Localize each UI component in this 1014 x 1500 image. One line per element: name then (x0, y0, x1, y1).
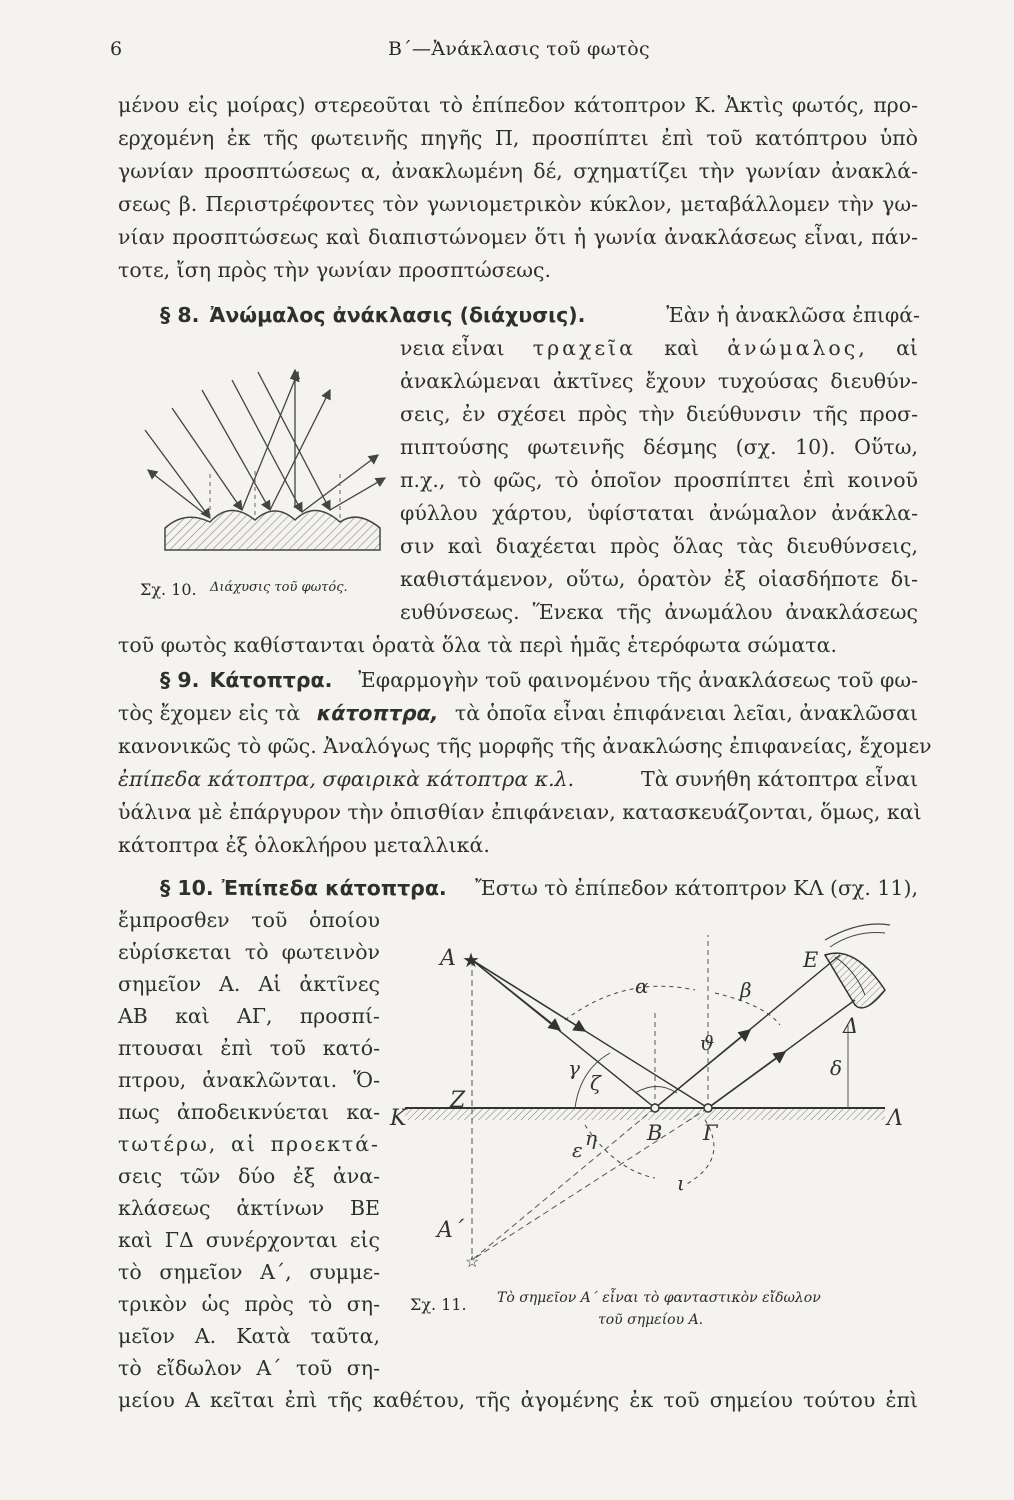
s9-l2-c: τὰ ὁποῖα εἶναι ἐπιφάνειαι λεῖαι, ἀνακλῶσαι (454, 701, 918, 725)
intro-line: ερχομένη ἐκ τῆς φωτεινῆς πηγῆς Π, προσπίπτει ἐπὶ τοῦ κατόπτρου ὑπὸ (118, 126, 918, 150)
s9-line-2 (118, 703, 918, 724)
label-theta: ϑ (700, 1031, 715, 1055)
s10-line: κλάσεως ἀκτίνων ΒΕ (118, 1196, 380, 1220)
s10-line: τὸ σημεῖον Α΄, συμμε- (118, 1260, 380, 1284)
incident-ray (145, 430, 210, 518)
s9-line: κανονικῶς τὸ φῶς. Ἀναλόγως τῆς μορφῆς τῆς ἀνακλώσης ἐπιφανείας, ἔχομεν (118, 734, 932, 758)
s8-line: σεις, ἐν σχέσει πρὸς τὴν διεύθυνσιν τῆς προσ- (400, 402, 918, 426)
s8-last-line: τοῦ φωτὸς καθίστανται ὁρατὰ ὅλα τὰ περὶ ἡμᾶς ἑτερόφωτα σώματα. (118, 633, 838, 657)
label-k: K (390, 1106, 407, 1131)
intro-line: τοτε, ἴση πρὸς τὴν γωνίαν προσπτώσεως. (118, 258, 551, 282)
fig11-caption-1: Τὸ σημεῖον Α΄ εἶναι τὸ φανταστικὸν εἴδωλον (497, 1290, 821, 1306)
fig11-caption-2: τοῦ σημείου Α. (598, 1312, 704, 1328)
s8-l2-a: νεια εἶναι (400, 336, 505, 360)
s10-line: τρικὸν ὡς πρὸς τὸ ση- (118, 1292, 380, 1316)
s10-line: πτρου, ἀνακλῶνται. Ὅ- (118, 1068, 380, 1092)
s8-line: ἀνακλώμεναι ἀκτῖνες ἔχουν τυχούσας διευθύν- (400, 369, 918, 393)
s10-line: πτουσαι ἐπὶ τοῦ κατό- (118, 1036, 380, 1060)
s9-l2-b: κάτοπτρα, (316, 701, 439, 725)
s9-line: ὑάλινα μὲ ἐπάργυρον τὴν ὀπισθίαν ἐπιφάνειαν, κατασκευάζονται, ὅμως, καὶ (118, 800, 922, 824)
angle-arc-theta (635, 1087, 677, 1094)
incident-ray (232, 380, 302, 512)
label-gamma: γ (568, 1056, 580, 1080)
s8-line-2 (400, 338, 918, 359)
s9-number: § 9. (160, 668, 200, 692)
s9-first-line: Ἐφαρμογὴν τοῦ φαινομένου τῆς ἀνακλάσεως τοῦ φω- (358, 668, 918, 692)
s10-line: σημεῖον Α. Αἱ ἀκτῖνες (118, 972, 380, 996)
label-e: E (803, 948, 819, 972)
point-g (704, 1104, 712, 1112)
fig10-caption: Διάχυσις τοῦ φωτός. (210, 580, 348, 595)
figure-10-diffusion (130, 360, 395, 560)
label-z: Z (450, 1088, 466, 1113)
label-a: A (440, 946, 456, 971)
incident-ray (258, 372, 330, 510)
label-alpha: α (635, 974, 649, 998)
s8-line: ευθύνσεως. Ἕνεκα τῆς ἀνωμάλου ἀνακλάσεως (400, 600, 918, 624)
intro-line: νίαν προσπτώσεως καὶ διαπιστώνομεν ὅτι ἡ γωνία ἀνακλάσεως εἶναι, πάν- (118, 225, 918, 249)
rough-surface (165, 510, 380, 550)
arrow-gd (708, 1052, 785, 1108)
intro-line: σεως β. Περιστρέφοντες τὸν γωνιομετρικὸν κύκλον, μεταβάλλομεν τὴν γω- (118, 192, 918, 216)
s10-first-line: Ἔστω τὸ ἐπίπεδον κάτοπτρον ΚΛ (σχ. 11), (475, 876, 918, 900)
star-a-prime: ☆ (465, 1252, 480, 1271)
s8-line: φύλλου χάρτου, ὑφίσταται ἀνώμαλον ἀνάκλα- (400, 501, 918, 525)
s9-l4-a: ἐπίπεδα κάτοπτρα, σφαιρικὰ κάτοπτρα κ.λ. (118, 767, 575, 791)
s10-line: σεις τῶν δύο ἐξ ἀνα- (118, 1164, 380, 1188)
s9-l2-a: τὸς ἔχομεν εἰς τὰ (118, 701, 301, 725)
point-b (651, 1104, 659, 1112)
s8-line: πιπτούσης φωτεινῆς δέσμης (σχ. 10). Οὕτω, (400, 435, 918, 459)
s9-heading (160, 670, 918, 691)
fig11-label: Σχ. 11. (410, 1295, 467, 1314)
s10-line: πως ἀποδεικνύεται κα- (118, 1100, 380, 1124)
s9-l4-b: Τὰ συνήθη κάτοπτρα εἶναι (641, 767, 918, 791)
incident-ray (172, 408, 242, 510)
page-number: 6 (110, 38, 123, 60)
s10-line: καὶ ΓΔ συνέρχονται εἰς (118, 1228, 380, 1252)
s10-line: τὸ εἴδωλον Α΄ τοῦ ση- (118, 1356, 380, 1380)
s8-heading (160, 305, 920, 326)
label-iota: ι (677, 1171, 685, 1195)
label-epsilon: ε (572, 1138, 583, 1162)
reflected-ray (330, 478, 385, 510)
s8-line: π.χ., τὸ φῶς, τὸ ὁποῖον προσπίπτει ἐπὶ κοινοῦ (400, 468, 918, 492)
running-title: Β΄—Ἀνάκλασις τοῦ φωτὸς (388, 38, 650, 60)
virtual-ray-b (472, 1108, 655, 1260)
label-zeta: ζ (590, 1071, 601, 1095)
angle-arc-alpha (565, 986, 695, 1020)
figure-11-plane-mirror (385, 895, 905, 1295)
s10-last-line: μείου Α κεῖται ἐπὶ τῆς καθέτου, τῆς ἀγομένης ἐκ τοῦ σημείου τούτου ἐπὶ (118, 1388, 918, 1412)
s10-line: τωτέρω, αἱ προεκτά- (118, 1132, 380, 1156)
label-eta: η (585, 1126, 597, 1150)
s8-title: Ἀνώμαλος ἀνάκλασις (διάχυσις). (209, 303, 586, 327)
s8-l2-d: ἀνώμαλος, (727, 336, 868, 360)
intro-line: μένου εἰς μοίρας) στερεοῦται τὸ ἐπίπεδον κάτοπτρον Κ. Ἀκτὶς φωτός, προ- (118, 93, 918, 117)
eye-icon (825, 924, 890, 1008)
s8-l2-e: αἱ (896, 336, 918, 360)
s10-line: εὑρίσκεται τὸ φωτεινὸν (118, 940, 380, 964)
s9-title: Κάτοπτρα. (209, 668, 333, 692)
arrow-ag (472, 960, 585, 1031)
s10-line: ἔμπροσθεν τοῦ ὁποίου (118, 908, 380, 932)
s8-line: σιν καὶ διαχέεται πρὸς ὅλας τὰς διευθύνσεις, (400, 534, 918, 558)
s8-l2-b: τραχεῖα (532, 336, 636, 360)
s8-first-line: Ἐὰν ἡ ἀνακλῶσα ἐπιφά- (666, 303, 920, 327)
reflected-ray (148, 470, 210, 518)
mirror-hatch (405, 1108, 885, 1120)
s8-line: καθιστάμενον, οὕτω, ὁρατὸν ἐξ οἱασδήποτε δι- (400, 567, 918, 591)
arrow-ab (472, 960, 560, 1030)
label-beta: β (740, 978, 752, 1002)
label-d: Δ (843, 1014, 859, 1038)
label-a-prime: A΄ (437, 1218, 464, 1243)
s10-title: Ἐπίπεδα κάτοπτρα. (221, 876, 447, 900)
s10-line: ΑΒ καὶ ΑΓ, προσπί- (118, 1004, 380, 1028)
s8-number: § 8. (160, 303, 200, 327)
s10-number: § 10. (160, 876, 214, 900)
star-a: ★ (462, 948, 480, 972)
s10-line: μεῖον Α. Κατὰ ταῦτα, (118, 1324, 380, 1348)
s8-l2-c: καὶ (664, 336, 699, 360)
label-l: Λ (887, 1106, 903, 1131)
label-g: Γ (703, 1121, 718, 1145)
label-delta: δ (830, 1056, 843, 1080)
incident-ray (202, 390, 270, 510)
label-b: B (647, 1121, 663, 1145)
s9-line: κάτοπτρα ἐξ ὁλοκλήρου μεταλλικά. (118, 833, 490, 857)
intro-line: γωνίαν προσπτώσεως α, ἀνακλωμένη δέ, σχηματίζει τὴν γωνίαν ἀνακλά- (118, 159, 918, 183)
fig10-label: Σχ. 10. (140, 580, 197, 599)
s9-line-4 (118, 769, 918, 790)
